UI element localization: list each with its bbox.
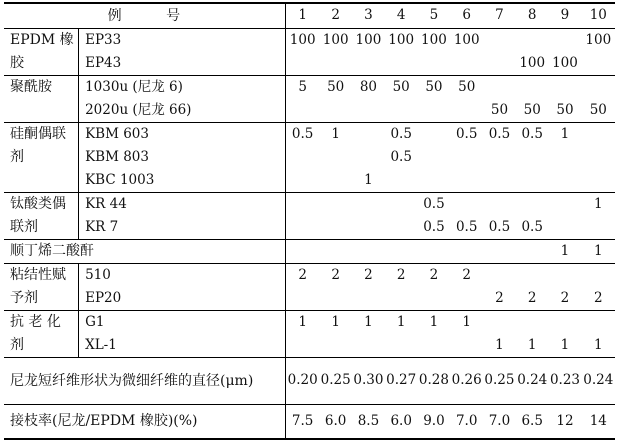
cell-value: 2 bbox=[385, 264, 417, 288]
cell-value bbox=[483, 193, 516, 217]
table-row bbox=[4, 169, 615, 193]
cell-value: 14 bbox=[582, 405, 615, 440]
cell-value bbox=[385, 52, 417, 76]
cell-value bbox=[285, 334, 319, 358]
cell-value: 6.0 bbox=[320, 405, 352, 440]
cell-value bbox=[483, 52, 516, 76]
cell-value bbox=[352, 216, 385, 240]
cell-value: 7.0 bbox=[451, 405, 483, 440]
cell-value: 1 bbox=[548, 240, 581, 264]
cell-value bbox=[385, 99, 417, 123]
cell-value bbox=[352, 99, 385, 123]
cell-value: 0.25 bbox=[483, 358, 516, 405]
cell-value bbox=[451, 240, 483, 264]
cell-value bbox=[320, 240, 352, 264]
header-col: 10 bbox=[589, 7, 607, 24]
cell-value bbox=[516, 311, 548, 335]
group-label-epdm: EPDM 橡胶 bbox=[4, 29, 79, 76]
cell-value: 50 bbox=[490, 101, 509, 118]
cell-value: 0.5 bbox=[390, 148, 412, 165]
cell-value: 0.27 bbox=[385, 358, 417, 405]
cell-value bbox=[483, 29, 516, 53]
cell-value bbox=[451, 52, 483, 76]
row-label: EP43 bbox=[79, 52, 286, 76]
cell-value bbox=[516, 169, 548, 193]
cell-value: 0.25 bbox=[320, 358, 352, 405]
group-label-polyamide: 聚酰胺 bbox=[4, 76, 79, 123]
table-row bbox=[4, 29, 615, 53]
group-label-maleic: 顺丁烯二酸酐 bbox=[4, 240, 285, 264]
cell-value bbox=[548, 29, 581, 53]
cell-value bbox=[385, 216, 417, 240]
cell-value: 100 bbox=[519, 54, 546, 71]
cell-value bbox=[516, 193, 548, 217]
header-label: 例 号 bbox=[107, 8, 182, 24]
cell-value: 0.5 bbox=[385, 123, 417, 147]
cell-value bbox=[352, 240, 385, 264]
table-row bbox=[4, 76, 615, 100]
cell-value: 50 bbox=[385, 76, 417, 100]
cell-value bbox=[582, 169, 615, 193]
cell-value: 12 bbox=[548, 405, 581, 440]
cell-value: 100 bbox=[285, 29, 319, 53]
header-col: 4 bbox=[396, 7, 406, 24]
cell-value bbox=[451, 193, 483, 217]
cell-value: 6.0 bbox=[385, 405, 417, 440]
cell-value: 2 bbox=[527, 289, 537, 306]
cell-value: 1 bbox=[320, 311, 352, 335]
row-label: 1030u (尼龙 6) bbox=[79, 76, 286, 100]
cell-value: 0.5 bbox=[451, 123, 483, 147]
cell-value bbox=[385, 240, 417, 264]
cell-value: 50 bbox=[320, 76, 352, 100]
header-col: 9 bbox=[560, 7, 570, 24]
cell-value: 0.20 bbox=[285, 358, 319, 405]
cell-value: 0.5 bbox=[423, 218, 445, 235]
cell-value bbox=[320, 193, 352, 217]
header-col: 3 bbox=[364, 7, 373, 24]
cell-value bbox=[285, 169, 319, 193]
cell-value bbox=[320, 99, 352, 123]
cell-value bbox=[483, 146, 516, 169]
table-row bbox=[4, 240, 615, 264]
cell-value bbox=[285, 216, 319, 240]
table-row bbox=[4, 52, 615, 76]
group-label-antiaging: 抗 老 化 剂 bbox=[4, 311, 79, 358]
cell-value: 0.24 bbox=[516, 358, 548, 405]
cell-value: 6.5 bbox=[516, 405, 548, 440]
header-row bbox=[4, 3, 615, 29]
row-label: 510 bbox=[79, 264, 286, 288]
table-row bbox=[4, 334, 615, 358]
cell-value: 1 bbox=[320, 123, 352, 147]
cell-value: 50 bbox=[417, 76, 450, 100]
cell-value bbox=[320, 334, 352, 358]
cell-value: 0.5 bbox=[488, 218, 511, 235]
cell-value: 2 bbox=[320, 264, 352, 288]
cell-value bbox=[548, 169, 581, 193]
cell-value bbox=[582, 216, 615, 240]
cell-value: 100 bbox=[320, 29, 352, 53]
cell-value bbox=[417, 240, 450, 264]
table-row bbox=[4, 287, 615, 311]
table-row bbox=[4, 358, 615, 405]
header-col: 6 bbox=[462, 7, 471, 24]
table-row bbox=[4, 193, 615, 217]
formulation-table bbox=[4, 2, 615, 440]
cell-value: 2 bbox=[285, 264, 319, 288]
cell-value bbox=[516, 240, 548, 264]
cell-value bbox=[451, 169, 483, 193]
cell-value bbox=[417, 52, 450, 76]
row-label: KR 7 bbox=[79, 216, 286, 240]
cell-value: 2 bbox=[451, 264, 483, 288]
cell-value: 80 bbox=[352, 76, 385, 100]
header-col: 8 bbox=[527, 7, 537, 24]
cell-value: 1 bbox=[548, 123, 581, 147]
cell-value: 2 bbox=[352, 264, 385, 288]
group-label-silane: 硅酮偶联剂 bbox=[4, 123, 79, 193]
table-row bbox=[4, 405, 615, 440]
table-row bbox=[4, 311, 615, 335]
cell-value bbox=[516, 76, 548, 100]
cell-value bbox=[483, 264, 516, 288]
cell-value: 50 bbox=[523, 101, 541, 118]
table-row bbox=[4, 99, 615, 123]
header-col: 7 bbox=[495, 7, 504, 24]
cell-value bbox=[285, 193, 319, 217]
cell-value bbox=[385, 193, 417, 217]
cell-value bbox=[352, 287, 385, 311]
header-col: 1 bbox=[285, 3, 319, 29]
cell-value: 0.26 bbox=[451, 358, 483, 405]
group-label-titanate: 钛酸类偶联剂 bbox=[4, 193, 79, 240]
row-label: 2020u (尼龙 66) bbox=[79, 99, 286, 123]
cell-value bbox=[352, 146, 385, 169]
table-row bbox=[4, 123, 615, 147]
group-label-diameter: 尼龙短纤维形状为微细纤维的直径(μm) bbox=[4, 358, 285, 405]
cell-value: 2 bbox=[417, 264, 450, 288]
cell-value bbox=[352, 334, 385, 358]
cell-value bbox=[417, 169, 450, 193]
cell-value bbox=[417, 123, 450, 147]
cell-value bbox=[320, 52, 352, 76]
cell-value bbox=[285, 287, 319, 311]
cell-value bbox=[285, 99, 319, 123]
cell-value: 1 bbox=[527, 336, 537, 353]
cell-value: 100 bbox=[385, 29, 417, 53]
cell-value bbox=[548, 76, 581, 100]
table-row bbox=[4, 146, 615, 169]
row-label: KBM 803 bbox=[79, 146, 286, 169]
row-label: KR 44 bbox=[79, 193, 286, 217]
cell-value: 1 bbox=[582, 193, 615, 217]
cell-value bbox=[548, 193, 581, 217]
cell-value bbox=[417, 287, 450, 311]
cell-value bbox=[582, 52, 615, 76]
header-col: 5 bbox=[429, 7, 439, 24]
cell-value: 1 bbox=[417, 311, 450, 335]
cell-value: 5 bbox=[285, 76, 319, 100]
cell-value bbox=[417, 146, 450, 169]
cell-value bbox=[483, 169, 516, 193]
cell-value bbox=[417, 99, 450, 123]
cell-value: 7.5 bbox=[285, 405, 319, 440]
cell-value bbox=[417, 334, 450, 358]
cell-value: 1 bbox=[352, 311, 385, 335]
cell-value: 100 bbox=[552, 54, 578, 71]
cell-value bbox=[285, 240, 319, 264]
cell-value bbox=[548, 311, 581, 335]
cell-value: 2 bbox=[495, 289, 504, 306]
cell-value: 2 bbox=[560, 289, 570, 306]
cell-value bbox=[320, 287, 352, 311]
table-row bbox=[4, 216, 615, 240]
cell-value: 8.5 bbox=[352, 405, 385, 440]
cell-value: 0.5 bbox=[483, 123, 516, 147]
table-row bbox=[4, 264, 615, 288]
cell-value bbox=[285, 146, 319, 169]
cell-value: 2 bbox=[594, 289, 603, 306]
cell-value bbox=[385, 169, 417, 193]
cell-value: 7.0 bbox=[483, 405, 516, 440]
cell-value: 1 bbox=[594, 336, 603, 353]
cell-value: 1 bbox=[364, 171, 373, 188]
cell-value bbox=[548, 264, 581, 288]
cell-value bbox=[516, 264, 548, 288]
group-label-tackifier: 粘结性赋予剂 bbox=[4, 264, 79, 311]
group-label-graft: 接枝率(尼龙/EPDM 橡胶)(%) bbox=[4, 405, 285, 440]
cell-value: 1 bbox=[451, 311, 483, 335]
cell-value: 1 bbox=[582, 240, 615, 264]
cell-value: 0.5 bbox=[521, 218, 543, 235]
cell-value bbox=[385, 287, 417, 311]
row-label: G1 bbox=[79, 311, 286, 335]
cell-value bbox=[451, 287, 483, 311]
cell-value: 0.23 bbox=[548, 358, 581, 405]
cell-value: 100 bbox=[582, 29, 615, 53]
cell-value bbox=[582, 264, 615, 288]
cell-value: 100 bbox=[417, 29, 450, 53]
cell-value: 0.5 bbox=[417, 193, 450, 217]
cell-value bbox=[582, 311, 615, 335]
row-label: KBC 1003 bbox=[79, 169, 286, 193]
cell-value bbox=[516, 29, 548, 53]
cell-value bbox=[582, 146, 615, 169]
cell-value bbox=[320, 146, 352, 169]
cell-value bbox=[352, 123, 385, 147]
cell-value: 0.24 bbox=[582, 358, 615, 405]
cell-value: 1 bbox=[560, 336, 570, 353]
cell-value bbox=[483, 240, 516, 264]
cell-value: 0.5 bbox=[285, 123, 319, 147]
cell-value bbox=[483, 76, 516, 100]
cell-value: 100 bbox=[352, 29, 385, 53]
cell-value bbox=[516, 146, 548, 169]
row-label: EP20 bbox=[79, 287, 286, 311]
cell-value bbox=[320, 216, 352, 240]
cell-value: 0.5 bbox=[455, 218, 478, 235]
cell-value: 0.28 bbox=[417, 358, 450, 405]
cell-value: 1 bbox=[495, 336, 504, 353]
cell-value: 0.5 bbox=[516, 123, 548, 147]
cell-value bbox=[352, 52, 385, 76]
row-label: EP33 bbox=[79, 29, 286, 53]
cell-value bbox=[483, 311, 516, 335]
cell-value bbox=[352, 193, 385, 217]
cell-value bbox=[451, 146, 483, 169]
cell-value bbox=[385, 334, 417, 358]
header-col: 2 bbox=[331, 7, 340, 24]
cell-value bbox=[548, 216, 581, 240]
cell-value bbox=[582, 76, 615, 100]
cell-value bbox=[320, 169, 352, 193]
cell-value: 1 bbox=[385, 311, 417, 335]
cell-value: 100 bbox=[451, 29, 483, 53]
cell-value bbox=[548, 146, 581, 169]
cell-value bbox=[285, 52, 319, 76]
cell-value: 9.0 bbox=[417, 405, 450, 440]
row-label: KBM 603 bbox=[79, 123, 286, 147]
row-label: XL-1 bbox=[79, 334, 286, 358]
cell-value bbox=[451, 334, 483, 358]
cell-value bbox=[582, 123, 615, 147]
cell-value bbox=[451, 99, 483, 123]
cell-value: 50 bbox=[589, 101, 607, 118]
cell-value: 50 bbox=[556, 101, 574, 118]
cell-value: 1 bbox=[285, 311, 319, 335]
cell-value: 0.30 bbox=[352, 358, 385, 405]
cell-value: 50 bbox=[451, 76, 483, 100]
